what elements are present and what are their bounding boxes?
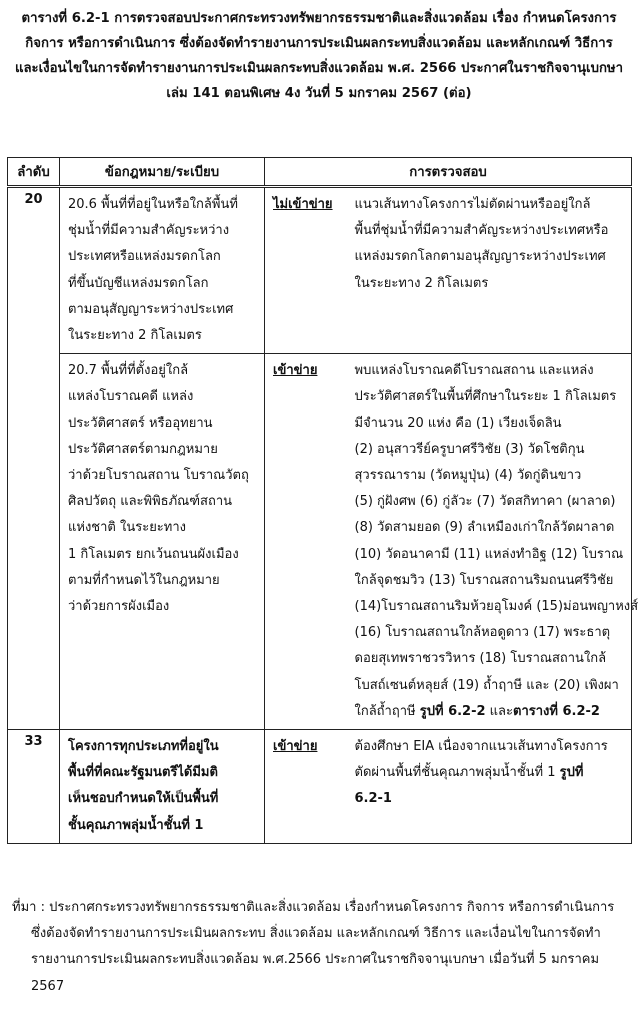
status-badge: ไม่เข้าข่าย bbox=[273, 197, 333, 212]
result-line: มีจำนวน 20 แห่ง คือ (1) เวียงเจ็ดลิน bbox=[354, 415, 562, 431]
title-line: กิจการ หรือการดำเนินการ ซึ่งต้องจัดทำรายงานการประเมินผลกระทบสิ่งแวดล้อม และหลักเกณฑ์ วิธีการ bbox=[25, 36, 613, 51]
result-text: และ bbox=[485, 703, 514, 719]
result-line: ใกล้จุดชมวิว (13) โบราณสถานริมถนนศรีวิชัย bbox=[354, 572, 614, 588]
title-line: และเงื่อนไขในการจัดทำรายงานการประเมินผลกระทบสิ่งแวดล้อม พ.ศ. 2566 ประกาศในราชกิจจานุเบกษา bbox=[14, 61, 624, 76]
result-line bbox=[355, 786, 624, 812]
header-law: ข้อกฎหมาย/ระเบียบ bbox=[60, 158, 265, 187]
law-line: ที่ขึ้นบัญชีแหล่งมรดกโลก bbox=[68, 275, 209, 291]
table-row bbox=[8, 187, 632, 354]
result-line: (5) กู่ฝังศพ (6) กู่ลัวะ (7) วัดสกิทาคา (ผาลาด) bbox=[354, 494, 616, 510]
law-line: ว่าด้วยโบราณสถาน โบราณวัตถุ bbox=[68, 468, 249, 484]
source-line: 2567 bbox=[31, 978, 65, 994]
law-line: ศิลปวัตถุ และพิพิธภัณฑ์สถาน bbox=[68, 494, 233, 510]
status-badge: เข้าข่าย bbox=[273, 363, 318, 379]
law-line: 20.7 พื้นที่ที่ตั้งอยู่ใกล้ bbox=[68, 363, 189, 379]
law-line: ชั้นคุณภาพลุ่มน้ำชั้นที่ 1 bbox=[68, 817, 204, 833]
law-line: 1 กิโลเมตร ยกเว้นถนนผังเมือง bbox=[68, 546, 239, 562]
row-law bbox=[60, 730, 265, 844]
row-result bbox=[351, 730, 632, 844]
table-row bbox=[8, 730, 632, 844]
table-title bbox=[12, 6, 626, 106]
result-line: ประวัติศาสตร์ในพื้นที่ศึกษาในระยะ 1 กิโลเมตร bbox=[354, 389, 617, 405]
result-line: (14)โบราณสถานริมห้วยอุโมงค์ (15)ม่อนพญาหงส์ bbox=[354, 599, 638, 615]
law-line: ประวัติศาสตร์ หรืออุทยาน bbox=[68, 415, 213, 431]
result-line bbox=[355, 760, 624, 786]
row-result bbox=[351, 354, 638, 730]
table-reference: ตารางที่ 6.2-2 bbox=[513, 703, 600, 719]
result-line: สุวรรณาราม (วัดหมูปุ่น) (4) วัดกู่ดินขาว bbox=[354, 468, 582, 484]
source-line: ที่มา : ประกาศกระทรวงทรัพยากรธรรมชาติและสิ่งแวดล้อม เรื่องกำหนดโครงการ กิจการ หรือการดำเนินการ bbox=[12, 900, 615, 915]
header-check: การตรวจสอบ bbox=[265, 158, 632, 187]
result-line bbox=[355, 699, 624, 725]
source-line: ซึ่งต้องจัดทำรายงานการประเมินผลกระทบ สิ่งแวดล้อม และหลักเกณฑ์ วิธีการ และเงื่อนไขในการจัดทำ bbox=[31, 926, 601, 942]
header-seq: ลำดับ bbox=[8, 158, 60, 187]
row-law bbox=[60, 354, 265, 730]
result-line: แหล่งมรดกโลกตามอนุสัญญาระหว่างประเทศ bbox=[354, 249, 606, 265]
result-line: (8) วัดสามยอด (9) ลำเหมืองเก่าใกล้วัดผาลาด bbox=[354, 520, 615, 536]
table-row bbox=[8, 354, 632, 730]
result-text: ต้องศึกษา EIA เนื่องจากแนวเส้นทางโครงการ bbox=[354, 739, 608, 755]
result-line: แนวเส้นทางโครงการไม่ตัดผ่านหรืออยู่ใกล้ bbox=[354, 197, 591, 212]
result-line: (10) วัดอนาคามี (11) แหล่งทำอิฐ (12) โบราณ bbox=[354, 546, 624, 562]
result-line: ในระยะทาง 2 กิโลเมตร bbox=[354, 275, 489, 291]
law-line: แหล่งโบราณคดี แหล่ง bbox=[68, 389, 194, 405]
law-line: ตามที่กำหนดไว้ในกฎหมาย bbox=[68, 572, 220, 588]
law-line: ว่าด้วยการผังเมือง bbox=[68, 599, 170, 615]
result-line bbox=[355, 734, 624, 760]
source-note bbox=[12, 895, 630, 1000]
result-text: ใกล้ถ้ำฤาษี bbox=[354, 703, 420, 719]
result-line: โบสถ์เซนต์หลุยส์ (19) ถ้ำฤาษี และ (20) เพิงผา bbox=[354, 677, 619, 693]
law-line: โครงการทุกประเภทที่อยู่ใน bbox=[68, 739, 219, 755]
result-line: พบแหล่งโบราณคดีโบราณสถาน และแหล่ง bbox=[354, 363, 594, 379]
result-line: ดอยสุเทพราชวรวิหาร (18) โบราณสถานใกล้ bbox=[354, 651, 607, 667]
row-seq: 20 bbox=[8, 187, 60, 730]
title-line: ตารางที่ 6.2-1 การตรวจสอบประกาศกระทรวงทรัพยากรธรรมชาติและสิ่งแวดล้อม เรื่อง กำหนดโครงการ bbox=[21, 11, 617, 26]
row-status bbox=[265, 187, 351, 354]
law-line: พื้นที่ที่คณะรัฐมนตรีได้มีมติ bbox=[68, 765, 218, 781]
law-line: ประเทศหรือแหล่งมรดกโลก bbox=[68, 249, 221, 265]
row-seq: 33 bbox=[8, 730, 60, 844]
law-line: 20.6 พื้นที่ที่อยู่ในหรือใกล้พื้นที่ bbox=[68, 197, 238, 212]
row-law bbox=[60, 187, 265, 354]
source-line: รายงานการประเมินผลกระทบสิ่งแวดล้อม พ.ศ.2566 ประกาศในราชกิจจานุเบกษา เมื่อวันที่ 5 มกราคม bbox=[31, 952, 600, 968]
law-line: ในระยะทาง 2 กิโลเมตร bbox=[68, 328, 202, 344]
law-line: ตามอนุสัญญาระหว่างประเทศ bbox=[68, 301, 234, 317]
title-line: เล่ม 141 ตอนพิเศษ 4ง วันที่ 5 มกราคม 2567 (ต่อ) bbox=[166, 86, 472, 101]
status-badge: เข้าข่าย bbox=[273, 739, 318, 755]
review-table bbox=[7, 157, 638, 844]
row-result bbox=[351, 187, 632, 354]
result-text: ตัดผ่านพื้นที่ชั้นคุณภาพลุ่มน้ำชั้นที่ 1 bbox=[354, 765, 560, 781]
law-line: ประวัติศาสตร์ตามกฎหมาย bbox=[68, 441, 218, 457]
result-line: (16) โบราณสถานใกล้หอดูดาว (17) พระธาตุ bbox=[354, 625, 611, 641]
result-line: พื้นที่ชุ่มน้ำที่มีความสำคัญระหว่างประเทศหรือ bbox=[354, 223, 609, 239]
row-status bbox=[265, 354, 351, 730]
figure-reference: รูปที่ 6.2-2 bbox=[419, 703, 486, 719]
table-header-row bbox=[8, 158, 632, 187]
law-line: แห่งชาติ ในระยะทาง bbox=[68, 520, 187, 536]
row-status bbox=[265, 730, 351, 844]
law-line: ชุ่มน้ำที่มีความสำคัญระหว่าง bbox=[68, 223, 230, 239]
result-line: (2) อนุสาวรีย์ครูบาศรีวิชัย (3) วัดโชติกุน bbox=[354, 441, 585, 457]
figure-reference: รูปที่ bbox=[559, 765, 584, 781]
law-line: เห็นชอบกำหนดให้เป็นพื้นที่ bbox=[68, 791, 219, 807]
figure-reference: 6.2-1 bbox=[354, 791, 392, 807]
